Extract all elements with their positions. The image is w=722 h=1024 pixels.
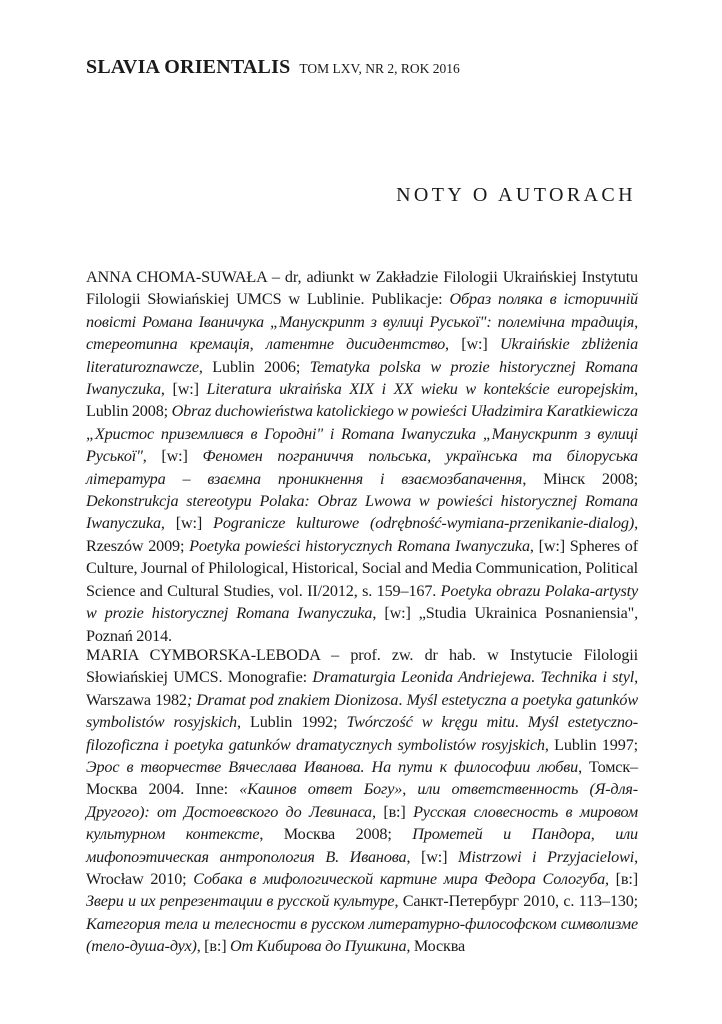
- note-text: , Мінск 2008;: [522, 469, 638, 488]
- note-text: , Warszawa 1982: [86, 668, 638, 709]
- italic-title: Ukraińskie zbliżenia literaturoznawcze: [86, 335, 639, 376]
- italic-title: Pogranicze kulturowe (odrębność-wymiana-przenikanie-dialog): [213, 514, 635, 533]
- italic-title: Tematyka polska w prozie historycznej Romana Iwanyczuka: [86, 357, 638, 399]
- note-text: [в:]: [608, 870, 638, 889]
- italic-title: Эрос в творчестве Вячеслава Иванова. На пути к философии любви: [86, 758, 579, 777]
- note-text: , Rzeszów 2009;: [86, 514, 638, 555]
- italic-title: Myśl estetyczno-filozoficzna i poetyka gatunków dramatycznych symbolistów rosyjskich: [86, 713, 638, 754]
- author-note: [86, 644, 638, 958]
- note-text: , [w:]: [160, 514, 214, 533]
- italic-title: Literatura ukraińska XIX i XX wieku w kontekście europejskim: [206, 380, 635, 399]
- note-text: , Lublin 1997;: [544, 735, 638, 754]
- note-text: , [w:]: [406, 847, 458, 866]
- italic-title: Русская словесность в мировом культурном контексте: [86, 802, 638, 844]
- author-note: [86, 266, 638, 647]
- note-text: , Lublin 2008;: [86, 380, 638, 421]
- italic-title: Dramaturgia Leonida Andriejewa. Technika i styl: [312, 668, 635, 687]
- note-text: , Москва 2008;: [259, 825, 413, 844]
- italic-title: Феномен пограниччя польська, українська та білоруська література – взаємна проникнення і взаємозбапачення: [86, 447, 638, 488]
- note-text: , Lublin 1992;: [237, 713, 347, 732]
- italic-title: Twórczość w kręgu mitu: [346, 713, 515, 732]
- italic-title: Dekonstrukcja stereotypu Polaka: Obraz Lwowa w powieści historycznej Romana Iwanyczuka: [86, 492, 638, 533]
- note-text: , [w:] Spheres of Culture, Journal of Philological, Historical, Social and Media Communication, Political Science and Cultural Studies, vol. II/2012, s. 159–167.: [86, 536, 638, 600]
- italic-title: Poetyka obrazu Polaka-artysty w prozie historycznej Romana Iwanyczuka: [86, 581, 638, 623]
- italic-title: ; Dramat pod znakiem Dionizosa: [186, 690, 399, 709]
- italic-title: Poetyka powieści historycznych Romana Iwanyczuka: [189, 536, 530, 555]
- note-text: , Томск–Москва 2004. Inne:: [86, 758, 639, 799]
- note-text: , [w:] „Studia Ukrainica Posnaniensia", Poznań 2014.: [86, 604, 638, 645]
- note-text: , Wrocław 2010;: [86, 847, 638, 889]
- note-text: Москва: [410, 937, 466, 956]
- section-title: NOTY O AUTORACH: [396, 184, 636, 206]
- issue-info: TOM LXV, NR 2, ROK 2016: [299, 61, 460, 76]
- note-text: , Lublin 2006;: [198, 357, 310, 376]
- italic-title: «Каинов ответ Богу», или ответственность (Я-для-Другого): от Достоевского до Левинаса,: [86, 780, 638, 821]
- note-text: MARIA CYMBORSKA-LEBODA – prof. zw. dr hab. w Instytucie Filologii Słowiańskiej UMCS. Monografie:: [86, 646, 638, 687]
- running-head: [86, 56, 460, 79]
- note-text: , [в:]: [196, 937, 230, 956]
- note-text: ANNA CHOMA-SUWAŁA – dr, adiunkt w Zakładzie Filologii Ukraińskiej Instytutu Filologii Słowiańskiej UMCS w Lublinie. Publikacje:: [86, 268, 638, 309]
- note-text: , [w:]: [445, 335, 500, 354]
- note-text: [в:]: [375, 802, 414, 821]
- note-text: , Санкт-Петербург 2010, с. 113–130;: [394, 892, 638, 911]
- italic-title: Myśl estetyczna a poetyka gatunków symbolistów rosyjskich: [86, 690, 638, 732]
- italic-title: Образ поляка в історичній повісті Романа Іваничука „Манускрипт з вулиці Руської": полемічна традиція, стереотипна кремація, латентне дисидентство: [86, 290, 638, 354]
- journal-title: SLAVIA ORIENTALIS: [86, 56, 291, 78]
- italic-title: Категория тела и телесности в русском литературно-философском символизме (тело-душа-дух): [86, 914, 638, 956]
- italic-title: От Кибирова до Пушкина,: [229, 937, 411, 956]
- note-text: .: [514, 713, 528, 732]
- italic-title: Прометей и Пандора, или мифопоэтическая антропология В. Иванова: [86, 825, 638, 866]
- note-text: , [w:]: [160, 380, 207, 399]
- note-text: , [w:]: [142, 447, 203, 466]
- italic-title: Mistrzowi i Przyjacielowi: [458, 847, 635, 866]
- italic-title: Звери и их репрезентации в русской культуре: [86, 892, 395, 911]
- italic-title: Obraz duchowieństwa katolickiego w powieści Uładzimira Karatkiewicza „Христос приземлився в Городні" i Romana Iwanyczuka „Манускрипт з вулиці Руської": [86, 402, 638, 466]
- note-text: .: [398, 690, 407, 709]
- italic-title: Собака в мифологической картине мира Федора Сологуба,: [193, 870, 609, 889]
